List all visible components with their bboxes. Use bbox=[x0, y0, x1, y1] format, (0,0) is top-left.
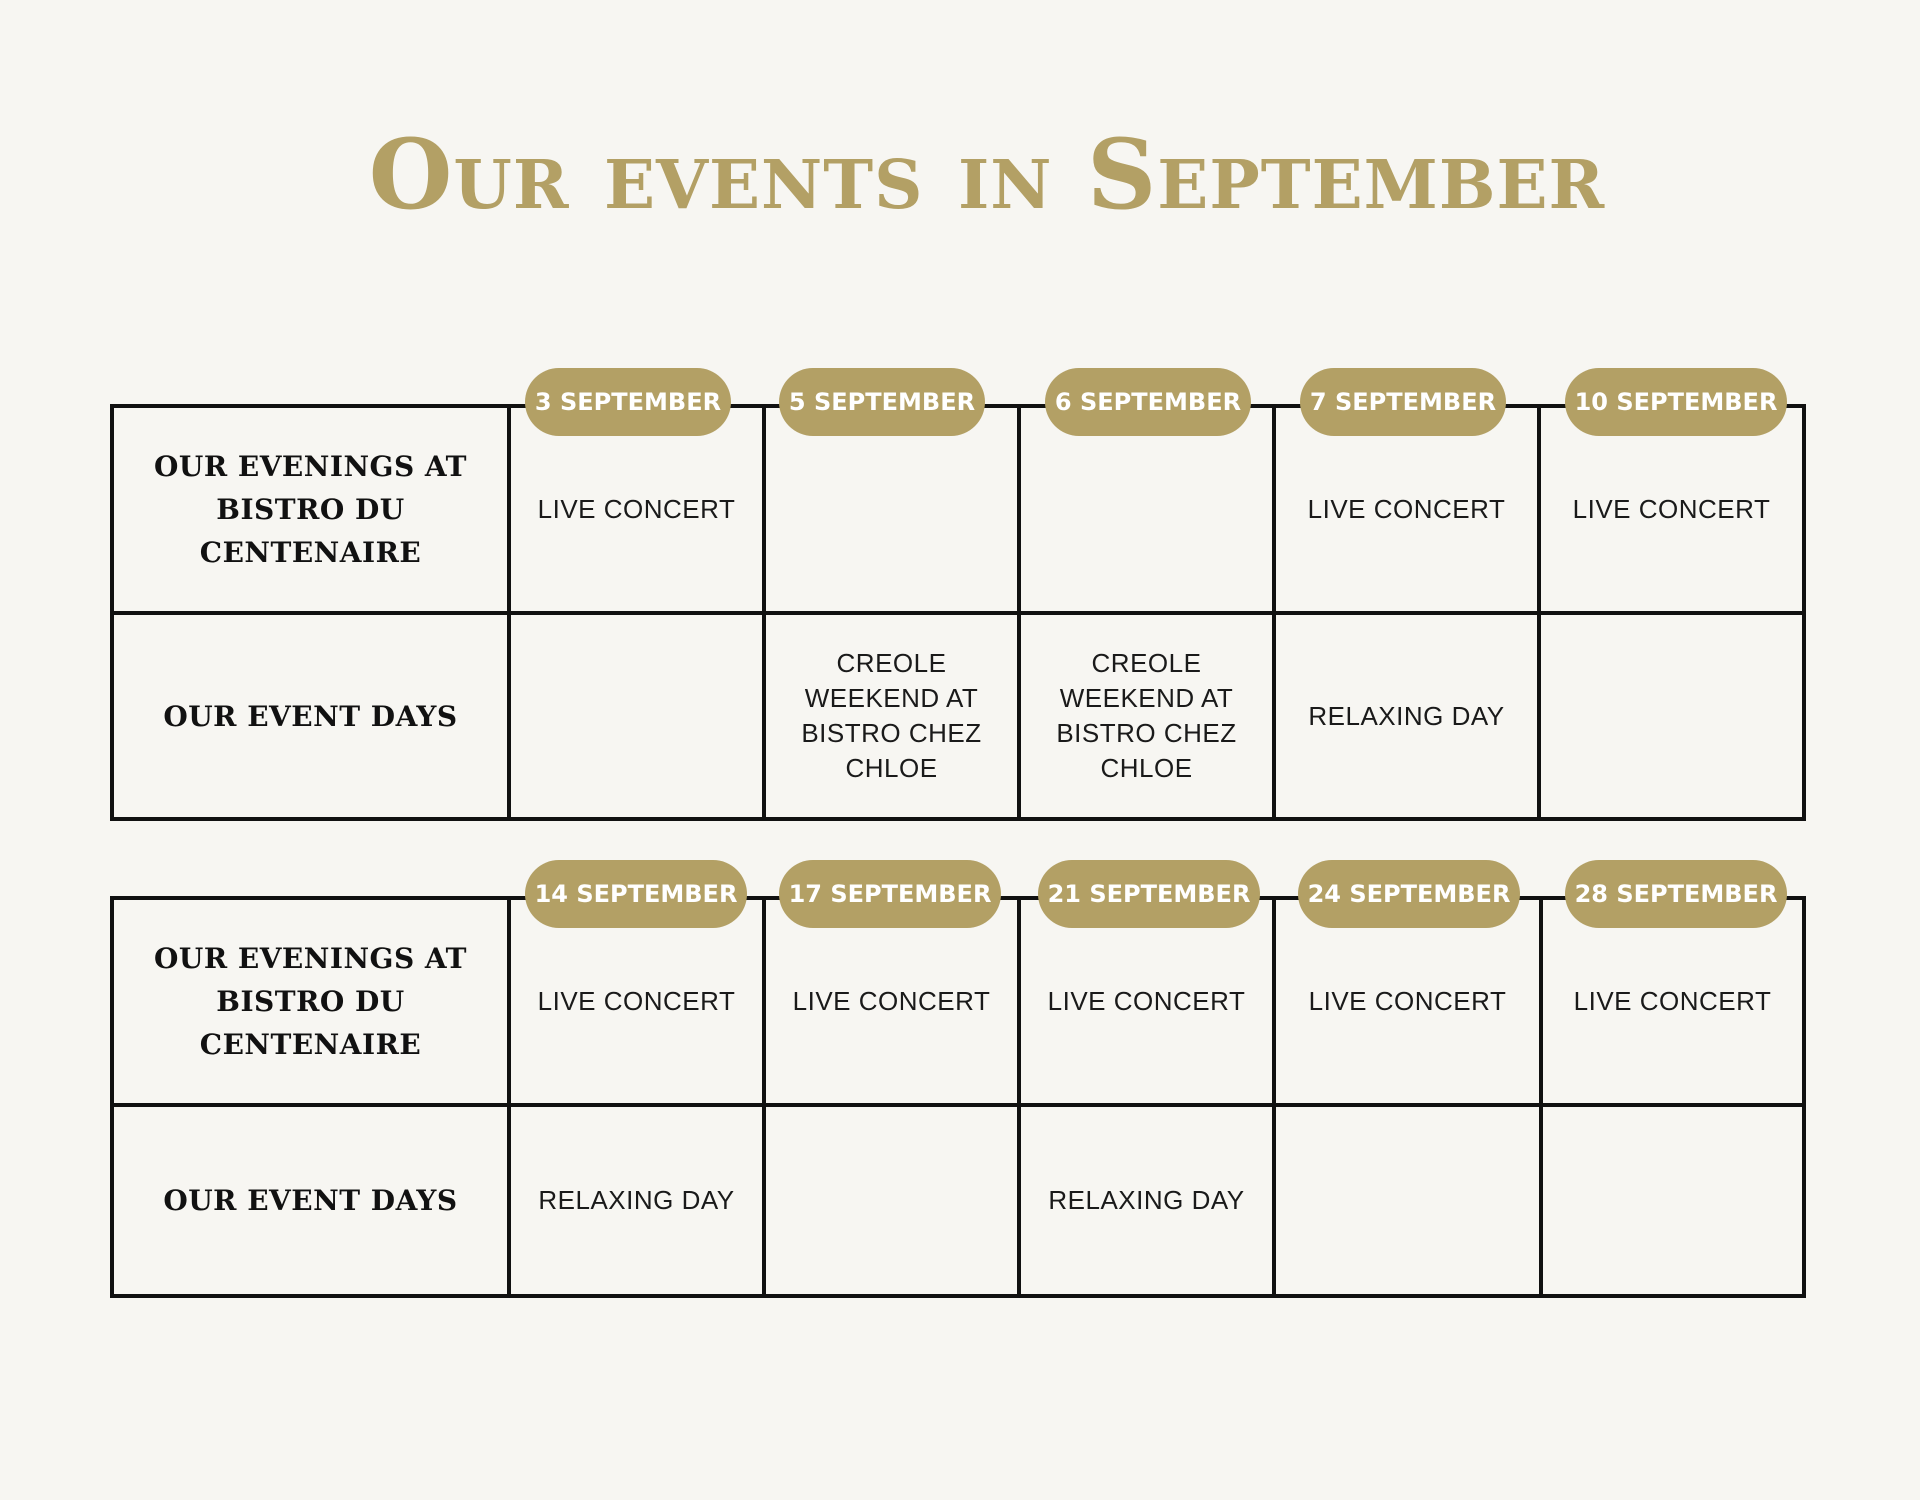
event-cell: LIVE CONCERT bbox=[1274, 898, 1541, 1105]
event-cell bbox=[1019, 406, 1274, 613]
event-cell: LIVE CONCERT bbox=[509, 898, 764, 1105]
event-cell: LIVE CONCERT bbox=[1019, 898, 1274, 1105]
event-cell: CREOLE WEEKEND AT BISTRO CHEZ CHLOE bbox=[1019, 613, 1274, 819]
event-cell bbox=[509, 613, 764, 819]
event-cell: RELAXING DAY bbox=[1274, 613, 1539, 819]
event-cell bbox=[764, 1105, 1019, 1296]
row-heading: OUR EVENT DAYS bbox=[112, 613, 509, 819]
date-badge: 17 SEPTEMBER bbox=[779, 860, 1001, 928]
table-row bbox=[112, 898, 1804, 1105]
table-row bbox=[112, 1105, 1804, 1296]
schedule-table-1 bbox=[110, 388, 1802, 821]
event-cell: RELAXING DAY bbox=[509, 1105, 764, 1296]
date-badge: 24 SEPTEMBER bbox=[1298, 860, 1520, 928]
event-cell: LIVE CONCERT bbox=[509, 406, 764, 613]
row-heading: OUR EVENT DAYS bbox=[112, 1105, 509, 1296]
page-title: Our events in September bbox=[368, 118, 1606, 231]
event-cell bbox=[1539, 613, 1804, 819]
event-cell: LIVE CONCERT bbox=[764, 898, 1019, 1105]
date-badge: 14 SEPTEMBER bbox=[525, 860, 747, 928]
schedule-table-2 bbox=[110, 880, 1802, 1298]
event-cell: RELAXING DAY bbox=[1019, 1105, 1274, 1296]
date-badge: 10 SEPTEMBER bbox=[1565, 368, 1787, 436]
date-badge: 6 SEPTEMBER bbox=[1045, 368, 1251, 436]
event-cell: CREOLE WEEKEND AT BISTRO CHEZ CHLOE bbox=[764, 613, 1019, 819]
date-badge: 5 SEPTEMBER bbox=[779, 368, 985, 436]
event-cell bbox=[764, 406, 1019, 613]
row-heading: OUR EVENINGS AT BISTRO DU CENTENAIRE bbox=[112, 898, 509, 1105]
table-row bbox=[112, 406, 1804, 613]
date-badge: 28 SEPTEMBER bbox=[1565, 860, 1787, 928]
event-cell: LIVE CONCERT bbox=[1541, 898, 1804, 1105]
event-cell: LIVE CONCERT bbox=[1274, 406, 1539, 613]
event-cell: LIVE CONCERT bbox=[1539, 406, 1804, 613]
table-row bbox=[112, 613, 1804, 819]
row-heading: OUR EVENINGS AT BISTRO DU CENTENAIRE bbox=[112, 406, 509, 613]
date-badge: 21 SEPTEMBER bbox=[1038, 860, 1260, 928]
event-cell bbox=[1541, 1105, 1804, 1296]
event-cell bbox=[1274, 1105, 1541, 1296]
date-badge: 7 SEPTEMBER bbox=[1300, 368, 1506, 436]
date-badge: 3 SEPTEMBER bbox=[525, 368, 731, 436]
